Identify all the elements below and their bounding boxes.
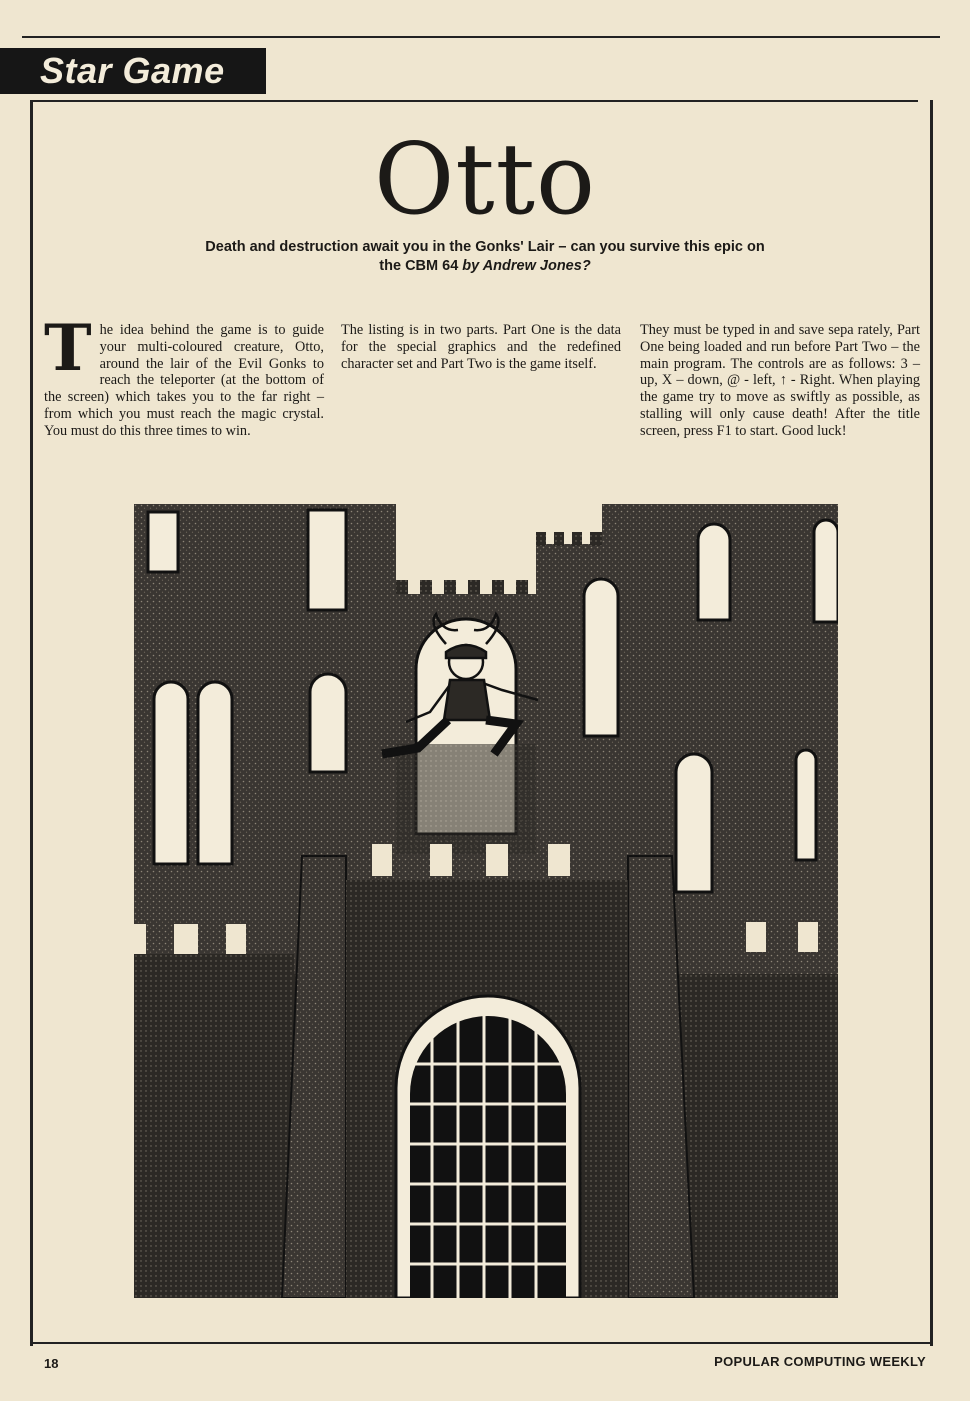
byline: by Andrew Jones?	[462, 258, 591, 274]
article-column-3	[640, 322, 920, 440]
top-rule	[22, 36, 940, 38]
frame-right-rule	[930, 100, 933, 1346]
castle-portcullis	[396, 996, 580, 1298]
drop-cap: T	[44, 311, 92, 386]
article-paragraph-2: The listing is in two parts. Part One is the data for the special graphics and the redefined character set and Part Two is the game itself.	[341, 322, 621, 372]
section-tag: Star Game	[0, 48, 266, 94]
article-column-2	[341, 322, 621, 372]
article-column-1	[44, 311, 324, 440]
article-title: Otto	[373, 123, 597, 237]
standfirst	[200, 238, 770, 276]
frame-bottom-rule	[30, 1342, 933, 1344]
publication-name: POPULAR COMPUTING WEEKLY	[714, 1354, 926, 1369]
standfirst-text: Death and destruction await you in the Gonks' Lair – can you survive this epic on the CBM 64	[205, 239, 765, 274]
castle-illustration	[134, 504, 838, 1298]
frame-top-rule	[30, 100, 918, 102]
article-paragraph-3: They must be typed in and save sepa rately, Part One being loaded and run before Part Two – the main program. The controls are as follows: 3 – up, X – down, @ - left, ↑ - Right. When playing the game try to move as swiftly as possible, as stalling will only cause death! After the title screen, press F1 to start. Good luck!	[640, 322, 920, 439]
article-paragraph-1	[44, 311, 324, 440]
frame-left-rule	[30, 100, 33, 1346]
article-paragraph-1-text: he idea behind the game is to guide your multi-coloured creature, Otto, around the lair of the Evil Gonks to reach the teleporter (at the bottom of the screen) which takes you to the far right – from which you must reach the magic crystal. You must do this three times to win.	[44, 322, 324, 439]
page-number: 18	[44, 1356, 59, 1371]
